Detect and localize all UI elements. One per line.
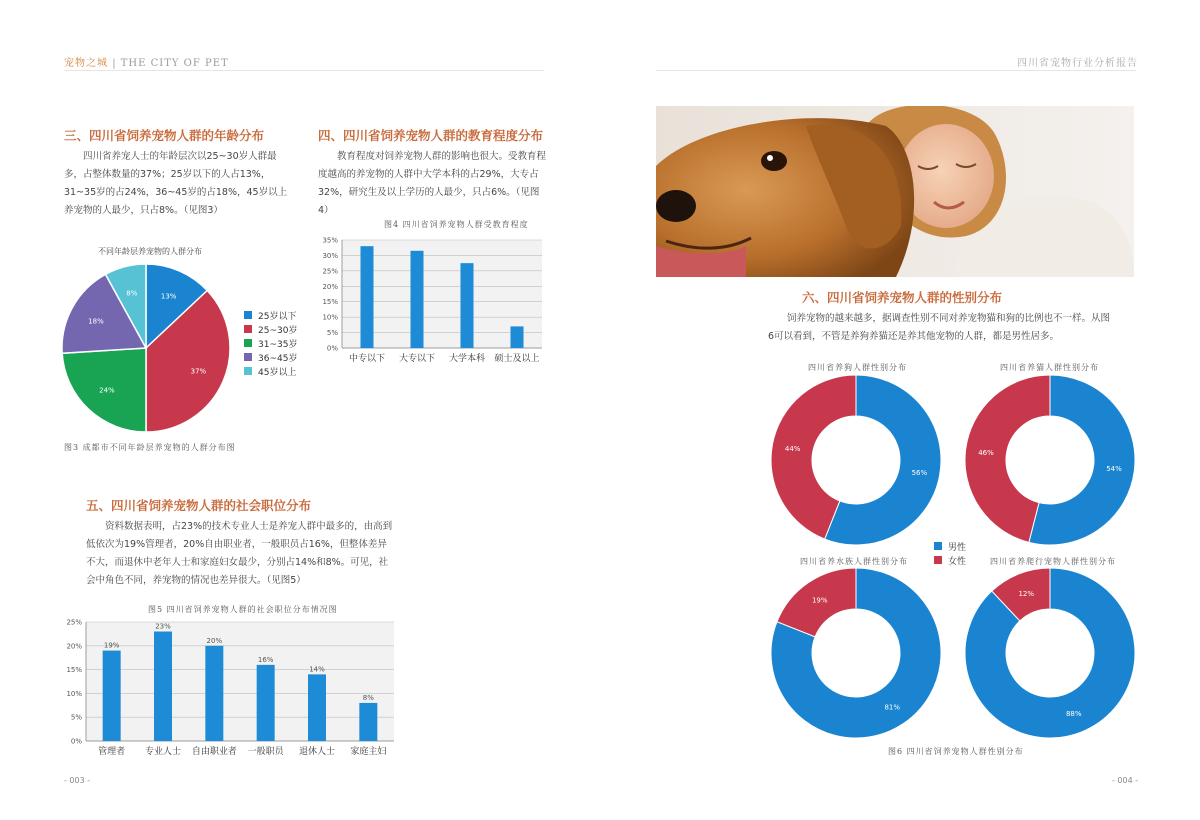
y-tick-label: 5%: [70, 713, 82, 722]
page-number-left: - 003 -: [64, 776, 91, 785]
age-pie-value-label: 18%: [88, 317, 104, 326]
legend-label-female: 女性: [948, 556, 967, 567]
cat-gender-donut-chart: [964, 374, 1136, 546]
occupation-bar-chart: [60, 614, 400, 762]
bar: [359, 703, 377, 741]
x-tick-label: 家庭主妇: [350, 747, 387, 757]
age-legend-item: [244, 350, 297, 364]
x-tick-label: 一般职员: [247, 747, 284, 757]
age-legend: [244, 308, 297, 378]
legend-item-female: [934, 553, 966, 567]
y-tick-label: 25%: [66, 618, 82, 627]
running-header-left: [64, 54, 229, 69]
bar-value-label: 16%: [257, 655, 274, 664]
bar: [154, 632, 172, 741]
age-legend-item: [244, 364, 297, 378]
header-rule-right: [656, 70, 1136, 71]
fig3-chart-title: 不同年龄层养宠物的人群分布: [98, 247, 202, 256]
y-tick-label: 15%: [66, 666, 82, 675]
dog-gender-donut-chart: [770, 374, 942, 546]
donut-value-label: 81%: [884, 703, 901, 712]
section5-title: 五、四川省饲养宠物人群的社会职位分布: [86, 498, 312, 513]
bar-value-label: 20%: [206, 636, 223, 645]
age-legend-swatch: [244, 339, 252, 347]
age-legend-swatch: [244, 325, 252, 333]
reptile-gender-donut-chart: [964, 567, 1136, 739]
x-tick-label: 退休人士: [298, 747, 336, 757]
y-tick-label: 10%: [66, 689, 82, 698]
bar: [511, 326, 524, 348]
y-tick-label: 20%: [322, 282, 338, 291]
fig4-chart-title: 图4 四川省饲养宠物人群受教育程度: [384, 220, 529, 229]
aquarium-donut-title: 四川省养水族人群性别分布: [800, 557, 908, 566]
aquarium-gender-donut-chart: [770, 567, 942, 739]
x-tick-label: 管理者: [98, 747, 126, 757]
age-pie-value-label: 8%: [126, 289, 138, 298]
y-tick-label: 25%: [322, 267, 338, 276]
dog-donut-title: 四川省养狗人群性别分布: [808, 363, 907, 372]
section3-text: 四川省养宠人士的年龄层次以25~30岁人群最多，占整体数量的37%；25岁以下的人占13%，31~35岁的占24%，36~45岁的占18%，45岁以上养宠物的人最少，只占8%。（见图3）: [64, 151, 288, 216]
header-subtitle: THE CITY OF PET: [120, 58, 229, 69]
age-legend-item: [244, 322, 297, 336]
legend-item-male: [934, 539, 966, 553]
bar: [103, 651, 121, 741]
legend-swatch-male: [934, 542, 942, 550]
cat-donut-title: 四川省养猫人群性别分布: [1000, 363, 1099, 372]
x-tick-label: 大专以下: [398, 354, 436, 364]
section4-title: 四、四川省饲养宠物人群的教育程度分布: [318, 128, 544, 143]
header-rule-left: [64, 70, 544, 71]
age-legend-label: 31~35岁: [258, 339, 298, 350]
donut-value-label: 46%: [978, 448, 994, 457]
education-bar-chart: [316, 234, 548, 370]
header-separator: |: [112, 58, 117, 69]
bar: [308, 674, 326, 741]
age-legend-item: [244, 308, 297, 322]
bar-value-label: 19%: [103, 641, 120, 650]
age-pie-chart: [60, 262, 240, 434]
brand-name: 宠物之城: [64, 58, 108, 69]
y-tick-label: 20%: [66, 642, 82, 651]
age-legend-label: 36~45岁: [258, 353, 298, 364]
plot-area: [86, 622, 394, 741]
fig6-caption: 图6 四川省饲养宠物人群性别分布: [888, 747, 1024, 756]
age-pie-value-label: 13%: [160, 292, 177, 301]
section5-text: 资料数据表明，占23%的技术专业人士是养宠人群中最多的，由高到低依次为19%管理者，20%自由职业者，一般职员占16%，但整体差异不大，而退休中老年人士和家庭妇女最少，分别占14%和8%。可见，社会中角色不同，养宠物的情况也差异很大。（见图5）: [86, 521, 393, 586]
age-legend-swatch: [244, 353, 252, 361]
y-tick-label: 5%: [326, 329, 338, 338]
photo-illustration: [656, 106, 1134, 277]
age-legend-swatch: [244, 367, 252, 375]
bar: [205, 646, 223, 741]
age-legend-item: [244, 336, 297, 350]
fig3-caption: 图3 成都市不同年龄层养宠物的人群分布图: [64, 443, 236, 452]
legend-label-male: 男性: [948, 542, 967, 553]
bar-value-label: 23%: [155, 622, 171, 631]
y-tick-label: 15%: [322, 298, 338, 307]
section6-title: 六、四川省饲养宠物人群的性别分布: [802, 290, 1003, 305]
donut-value-label: 56%: [911, 469, 928, 478]
age-pie-value-label: 24%: [99, 386, 115, 395]
donut-value-label: 44%: [784, 444, 801, 453]
y-tick-label: 35%: [322, 236, 338, 245]
age-legend-label: 25~30岁: [258, 325, 298, 336]
page-number-right: - 004 -: [1112, 776, 1139, 785]
x-tick-label: 自由职业者: [191, 747, 237, 757]
y-tick-label: 10%: [322, 313, 338, 322]
section3-title: 三、四川省饲养宠物人群的年龄分布: [64, 128, 265, 143]
donut-value-label: 54%: [1106, 465, 1122, 474]
y-tick-label: 30%: [322, 251, 338, 260]
legend-swatch-female: [934, 556, 942, 564]
age-legend-label: 25岁以下: [258, 311, 297, 322]
section6-text: 饲养宠物的越来越多，据调查性别不同对养宠物猫和狗的比例也不一样。从图6可以看到，不管是养狗养猫还是养其他宠物的人群，都是男性居多。: [768, 313, 1111, 342]
donut-value-label: 12%: [1018, 590, 1035, 599]
bar: [411, 251, 424, 348]
reptile-donut-title: 四川省养爬行宠物人群性别分布: [990, 557, 1116, 566]
x-tick-label: 中专以下: [348, 354, 386, 364]
bar: [461, 263, 474, 348]
bar-value-label: 8%: [362, 693, 374, 702]
y-tick-label: 0%: [326, 344, 338, 353]
gender-legend: [934, 539, 966, 567]
bar: [361, 246, 374, 348]
x-tick-label: 专业人士: [144, 747, 182, 757]
bar: [257, 665, 275, 741]
section4-text: 教育程度对饲养宠物人群的影响也很大。受教育程度越高的养宠物的人群中大学本科的占29%，大专占32%，研究生及以上学历的人最少，只占6%。（见图4）: [318, 151, 547, 216]
age-pie-value-label: 37%: [190, 367, 207, 376]
age-legend-swatch: [244, 311, 252, 319]
fig5-chart-title: 图5 四川省饲养宠物人群的社会职位分布情况图: [148, 605, 338, 614]
age-legend-label: 45岁以上: [258, 367, 297, 378]
donut-value-label: 88%: [1065, 709, 1082, 718]
dog-and-girl-photo: [656, 106, 1134, 277]
donut-value-label: 19%: [811, 596, 828, 605]
running-header-right: 四川省宠物行业分析报告: [1017, 58, 1138, 69]
bar-value-label: 14%: [309, 665, 325, 674]
y-tick-label: 0%: [70, 737, 82, 746]
x-tick-label: 硕士及以上: [494, 354, 540, 364]
x-tick-label: 大学本科: [448, 354, 486, 364]
